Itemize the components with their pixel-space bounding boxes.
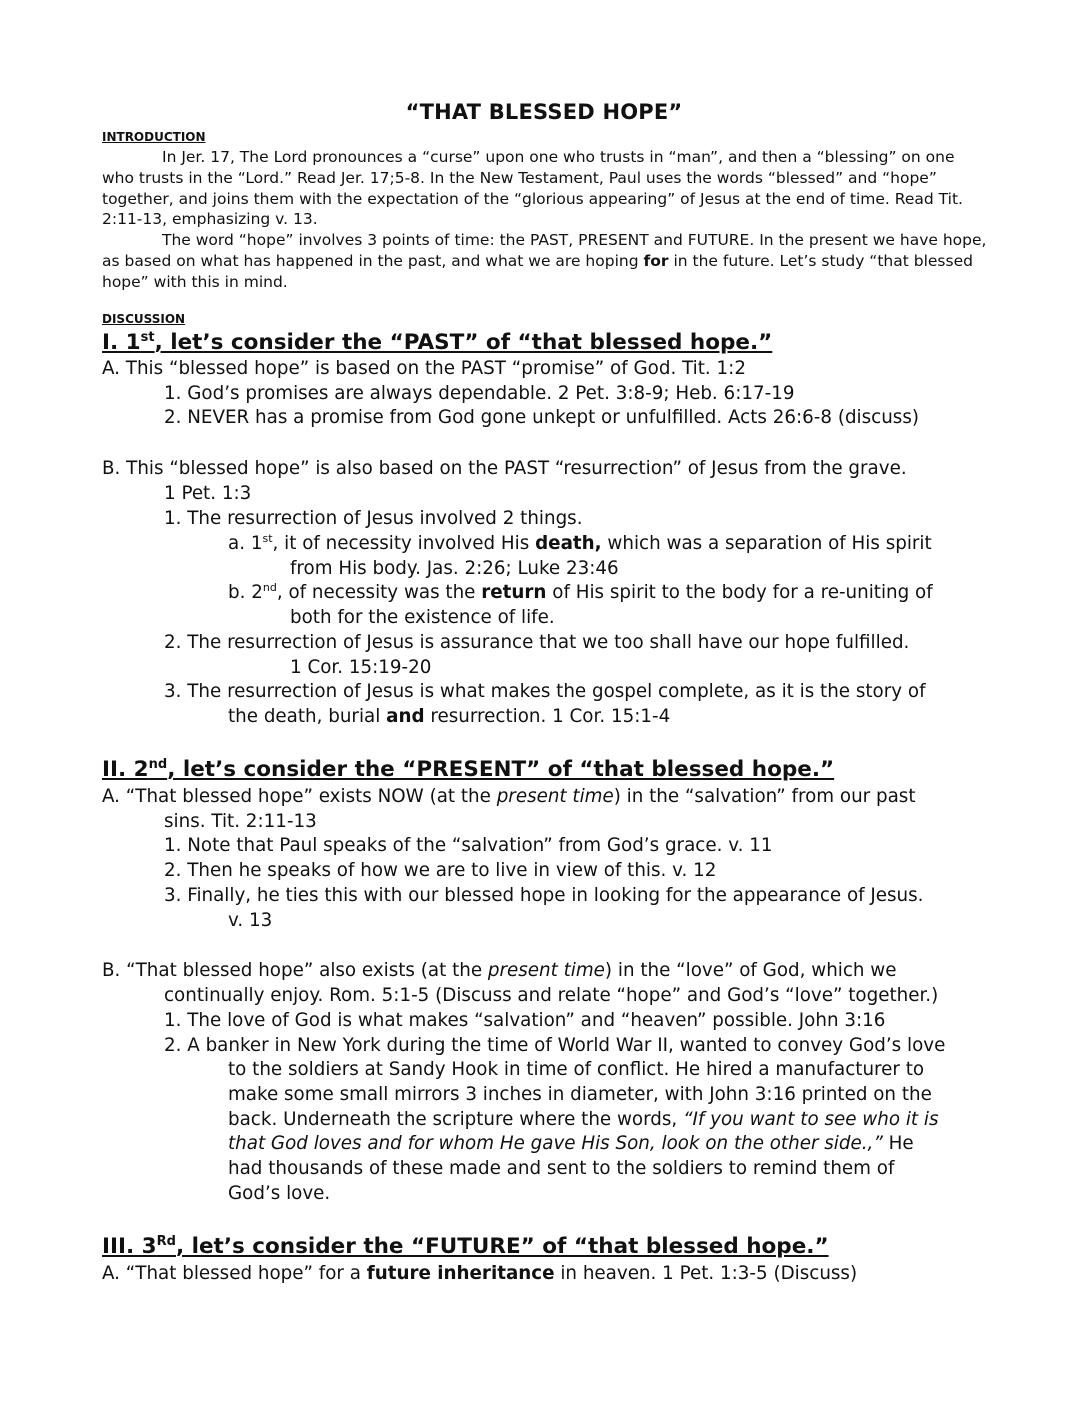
s1-point-b1b-cont: both for the existence of life. [290, 607, 555, 628]
s1-point-b-ref: 1 Pet. 1:3 [164, 483, 252, 504]
s2-point-a-cont: sins. Tit. 2:11-13 [164, 811, 317, 832]
s1-point-b3: 3. The resurrection of Jesus is what makes the gospel complete, as it is the story of [164, 681, 926, 702]
introduction-body [102, 147, 987, 293]
s1-point-a2: 2. NEVER has a promise from God gone unkept or unfulfilled. Acts 26:6-8 (discuss) [164, 407, 919, 428]
s2-point-a1: 1. Note that Paul speaks of the “salvation” from God’s grace. v. 11 [164, 835, 773, 856]
s2-point-a3: 3. Finally, he ties this with our blessed hope in looking for the appearance of Jesus. [164, 885, 924, 906]
section-1-heading: I. 1st, let’s consider the “PAST” of “that blessed hope.” [102, 330, 773, 356]
s2-point-b-cont: continually enjoy. Rom. 5:1-5 (Discuss and relate “hope” and God’s “love” together.) [164, 985, 939, 1006]
s1-point-b1: 1. The resurrection of Jesus involved 2 things. [164, 508, 583, 529]
s1-point-b1a: a. 1st, it of necessity involved His death, which was a separation of His spirit [228, 531, 932, 554]
s1-point-b2-ref: 1 Cor. 15:19-20 [290, 657, 432, 678]
s2-point-b2-line6: had thousands of these made and sent to the soldiers to remind them of [228, 1158, 895, 1179]
s1-point-a: A. This “blessed hope” is based on the PAST “promise” of God. Tit. 1:2 [102, 358, 746, 379]
section-3-heading: III. 3Rd, let’s consider the “FUTURE” of “that blessed hope.” [102, 1234, 829, 1260]
s1-point-b1b: b. 2nd, of necessity was the return of His spirit to the body for a re-uniting of [228, 580, 933, 603]
intro-p2-text: The word “hope” involves 3 points of time: the PAST, PRESENT and FUTURE. In the present we have hope, as based on what has happened in the past, and what we are hoping [102, 231, 987, 270]
s2-point-a2: 2. Then he speaks of how we are to live in view of this. v. 12 [164, 860, 717, 881]
s2-point-b2-line7: God’s love. [228, 1183, 331, 1204]
s3-point-a: A. “That blessed hope” for a future inheritance in heaven. 1 Pet. 1:3-5 (Discuss) [102, 1263, 858, 1284]
s2-point-b2-line5: that God loves and for whom He gave His Son, look on the other side.,” He [228, 1133, 914, 1154]
s1-point-b3-cont: the death, burial and resurrection. 1 Cor. 15:1-4 [228, 706, 671, 727]
section-2-heading: II. 2nd, let’s consider the “PRESENT” of “that blessed hope.” [102, 757, 835, 783]
s2-point-b2-line4: back. Underneath the scripture where the words, “If you want to see who it is [228, 1109, 939, 1130]
s2-point-a3-cont: v. 13 [228, 910, 273, 931]
s1-point-b2: 2. The resurrection of Jesus is assurance that we too shall have our hope fulfilled. [164, 632, 910, 653]
s2-point-a: A. “That blessed hope” exists NOW (at the present time) in the “salvation” from our past [102, 786, 916, 807]
intro-p2-text-end: in the future. Let’s study “that blessed hope” with this in mind. [102, 251, 973, 291]
discussion-heading: DISCUSSION [102, 312, 186, 326]
s2-point-b1: 1. The love of God is what makes “salvation” and “heaven” possible. John 3:16 [164, 1010, 886, 1031]
document-title: “THAT BLESSED HOPE” [405, 100, 683, 124]
s2-point-b2-line2: to the soldiers at Sandy Hook in time of conflict. He hired a manufacturer to [228, 1059, 925, 1080]
s1-point-b1a-cont: from His body. Jas. 2:26; Luke 23:46 [290, 558, 619, 579]
s2-point-b2-line3: make some small mirrors 3 inches in diameter, with John 3:16 printed on the [228, 1084, 932, 1105]
s1-point-a1: 1. God’s promises are always dependable. 2 Pet. 3:8-9; Heb. 6:17-19 [164, 383, 795, 404]
s2-point-b: B. “That blessed hope” also exists (at the present time) in the “love” of God, which we [102, 960, 897, 981]
intro-paragraph-2 [102, 230, 987, 292]
intro-p2-bold: for [643, 251, 669, 270]
introduction-heading: INTRODUCTION [102, 130, 206, 144]
s2-point-b2: 2. A banker in New York during the time of World War II, wanted to convey God’s love [164, 1035, 946, 1056]
s1-point-b: B. This “blessed hope” is also based on the PAST “resurrection” of Jesus from the grave. [102, 458, 907, 479]
intro-paragraph-1: In Jer. 17, The Lord pronounces a “curse” upon one who trusts in “man”, and then a “blessing” on one who trusts in the “Lord.” Read Jer. 17;5-8. In the New Testament, Paul uses the words “blessed” and “hope” together, and joins them with the expectation of the “glorious appearing” of Jesus at the end of time. Read Tit. 2:11-13, emphasizing v. 13. [102, 148, 963, 229]
